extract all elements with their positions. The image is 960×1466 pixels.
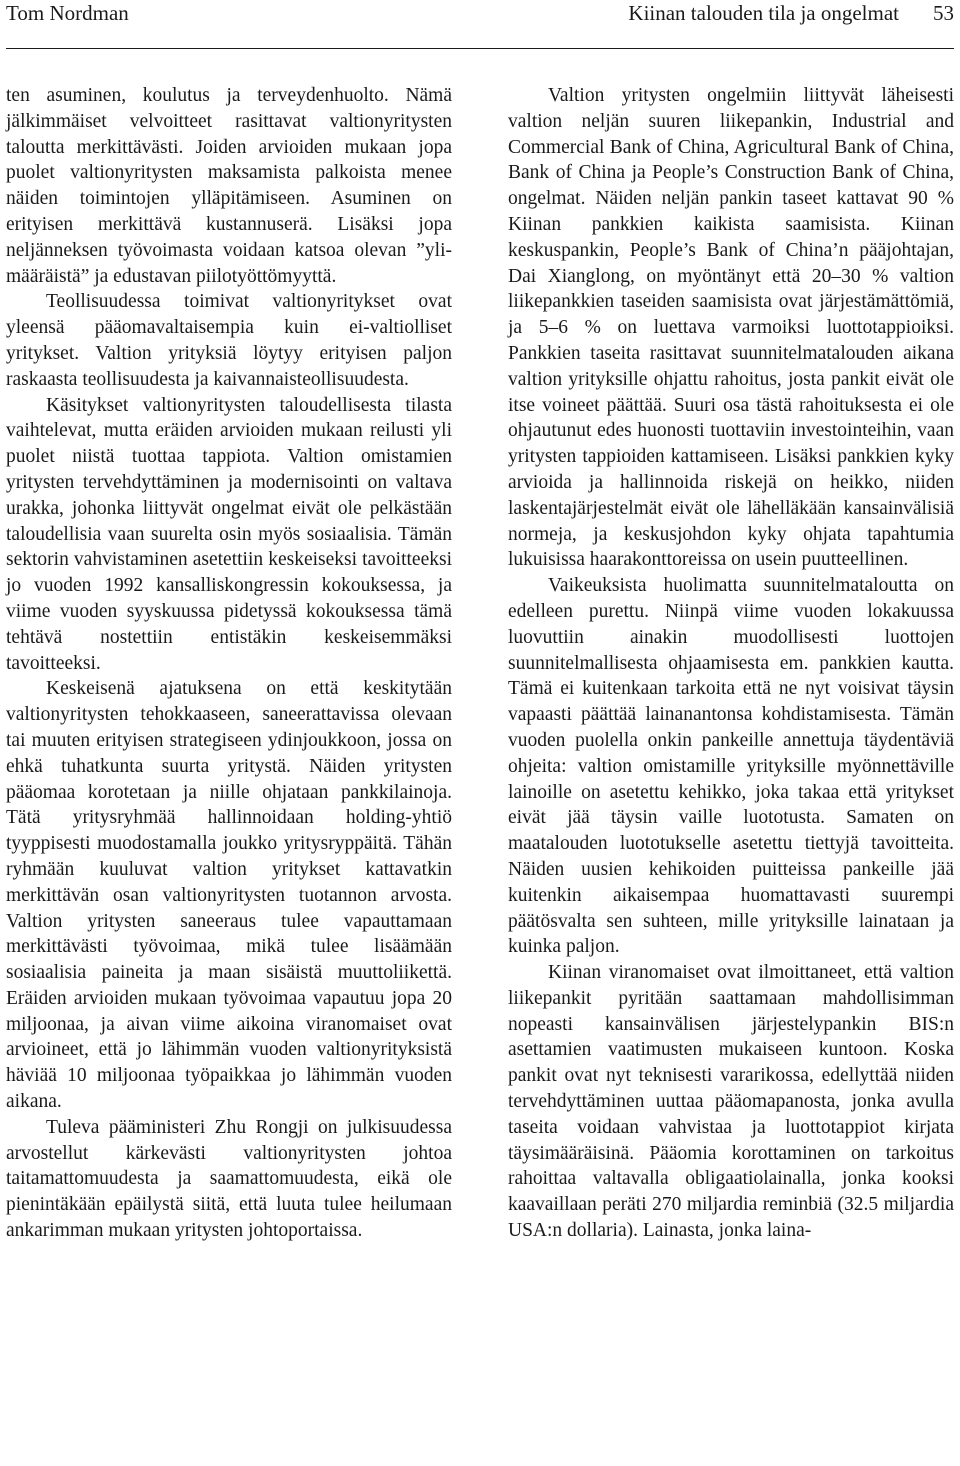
left-paragraph-3: Käsitykset valtionyritysten taloudellisesta tilasta vaihtelevat, mutta eräiden arvioiden mukaan reilusti yli puolet niistä tuottaa tappiota. Valtion omistamien yritysten tervehdyttäminen ja modernisointi on valtava urakka, johonka liittyvät ongelmat eivät ole pelkästään taloudellisia vaan suurelta osin myös sosiaalisia. Tämän sektorin vahvistaminen asetettiin keskeiseksi tavoitteeksi jo vuoden 1992 kansalliskongressin kokouksessa, ja viime vuoden syyskuussa pidetyssä kokouksessa tämä tehtävä nostettiin entistäkin keskeisemmäksi tavoitteeksi. xyxy=(6,394,452,674)
left-paragraph-4: Keskeisenä ajatuksena on että keskitytään valtionyritysten tehokkaaseen, saneerattavissa olevaan tai muuten erityisen strategiseen ydinjoukkoon, jossa on ehkä tuhatkunta suurta yritystä. Näiden yritysten pääomaa korotetaan ja niille ohjataan pankkilainoja. Tätä yritysryhmää hallinnoidaan holding-yhtiö tyyppisesti muodostamalla joukko yritysryppäitä. Tähän ryhmään kuuluvat valtion yritykset kattavatkin merkittävän osan valtionyritysten tuotannon arvosta. Valtion yritysten saneeraus tulee vapauttamaan merkittävästi työvoimaa, mikä tulee lisäämään sosiaalisia paineita ja maan sisäistä muuttoliikettä. Eräiden arvioiden mukaan työvoimaa vapautuu jopa 20 miljoonaa, ja aivan viime aikoina viranomaiset ovat arvioineet, että jo lähimmän vuoden valtionyrityksistä häviää 10 miljoonaa työpaikkaa jo lähimmän vuoden aikana. xyxy=(6,678,452,1113)
right-paragraph-1: Valtion yritysten ongelmiin liittyvät läheisesti valtion neljän suuren liikepankin, Industrial and Commercial Bank of China, Agricultural Bank of China, Bank of China ja People’s Construction Bank of China, ongelmat. Näiden neljän pankin taseet kattavat 90 % Kiinan pankkien kaikista saamisista. Kiinan keskuspankin, People’s Bank of China’n pääjohtajan, Dai Xianglong, on myöntänyt että 20–30 % valtion liikepankkien taseiden saamisista ovat järjestämättömiä, ja 5–6 % on luettava varmoiksi luottotappioiksi. Pankkien taseita rasittavat suunnitelmatalouden aikana valtion yrityksille ohjattu rahoitus, josta pankit eivät ole itse voineet päättää. Suuri osa tästä rahoituksesta ei ole ohjautunut edes huonosti tuottaviin investointeihin, vaan yritysten tappioiden kattamiseen. Lisäksi pankkien kyky arvioida ja hallinnoida riskejä on heikko, niiden laskentajärjestelmät eivät ole lähelläkään kansainvälisiä normeja, ja keskusjohdon kyky ohjata tapahtumia lukuisissa haarakonttoreissa on usein puutteellinen. xyxy=(508,85,954,571)
right-paragraph-3: Kiinan viranomaiset ovat ilmoittaneet, että valtion liikepankit pyritään saattamaan mahdollisimman nopeasti kansainvälisen järjestelypankin BIS:n asettamien vaatimusten mukaiseen kuntoon. Koska pankit ovat nyt teknisesti vararikossa, edellyttää niiden tervehdyttäminen uuttaa pääomapanosta, jonka avulla taseita voidaan vahvistaa ja luottotappiot kirjata täysimääräisinä. Pääomia korottaminen on tarkoitus rahoittaa valtavalla obligaatiolainalla, jonka kooksi kaavaillaan peräti 270 miljardia reminbiä (32.5 miljardia USA:n dollaria). Lainasta, jonka laina- xyxy=(508,962,954,1242)
left-paragraph-1: ten asuminen, koulutus ja terveydenhuolto. Nämä jälkimmäiset velvoitteet rasittavat valtionyritysten taloutta merkittävästi. Joiden arvioiden mukaan jopa puolet valtionyritysten maksamista palkoista menee näiden toimintojen ylläpitämiseen. Asuminen on erityisen merkittävä kustannuserä. Lisäksi jopa neljänneksen työvoimasta voidaan katsoa olevan ”yli-määräistä” ja edustavan piilotyöttömyyttä. xyxy=(6,85,452,287)
left-paragraph-5: Tuleva pääministeri Zhu Rongji on julkisuudessa arvostellut kärkevästi valtionyritysten johtoa taitamattomuudesta ja saamattomuudesta, eikä ole pienintäkään epäilystä siitä, että luuta tulee heilumaan ankarimman mukaan yritysten johtoportaissa. xyxy=(6,1116,452,1242)
header-rule xyxy=(6,48,954,49)
header-right xyxy=(628,0,954,26)
header-author: Tom Nordman xyxy=(6,1,129,25)
left-paragraph-2: Teollisuudessa toimivat valtionyritykset ovat yleensä pääomavaltaisempia kuin ei-valtiolliset yritykset. Valtion yrityksiä löytyy erityisen paljon raskaasta teollisuudesta ja kaivannaisteollisuudesta. xyxy=(6,291,452,390)
page-number: 53 xyxy=(933,1,954,25)
running-header xyxy=(6,0,954,28)
header-title: Kiinan talouden tila ja ongelmat xyxy=(628,1,899,25)
right-column xyxy=(508,83,954,1244)
right-paragraph-2: Vaikeuksista huolimatta suunnitelmataloutta on edelleen purettu. Niinpä viime vuoden lokakuussa luovuttiin ainakin muodollisesti luottojen suunnitelmallisesta ohjaamisesta em. pankkien kautta. Tämä ei kuitenkaan tarkoita että ne nyt voisivat täysin vapaasti päättää lainanantonsa kohdistamisesta. Tämän vuoden puolella onkin pankeille annettuja täydentäviä ohjeita: valtion omistamille yrityksille myönnettäville lainoille on asetettu kehikko, joka takaa että yritykset eivät jää täysin vaille luototusta. Samaten on maatalouden luototukselle asetettu tiettyjä tavoitteita. Näiden uusien kehikoiden puitteissa pankeille jää kuitenkin aikaisempaa huomattavasti suurempi päätösvalta sen suhteen, mille yrityksille lainataan ja kuinka paljon. xyxy=(508,575,954,958)
left-column xyxy=(6,83,452,1244)
